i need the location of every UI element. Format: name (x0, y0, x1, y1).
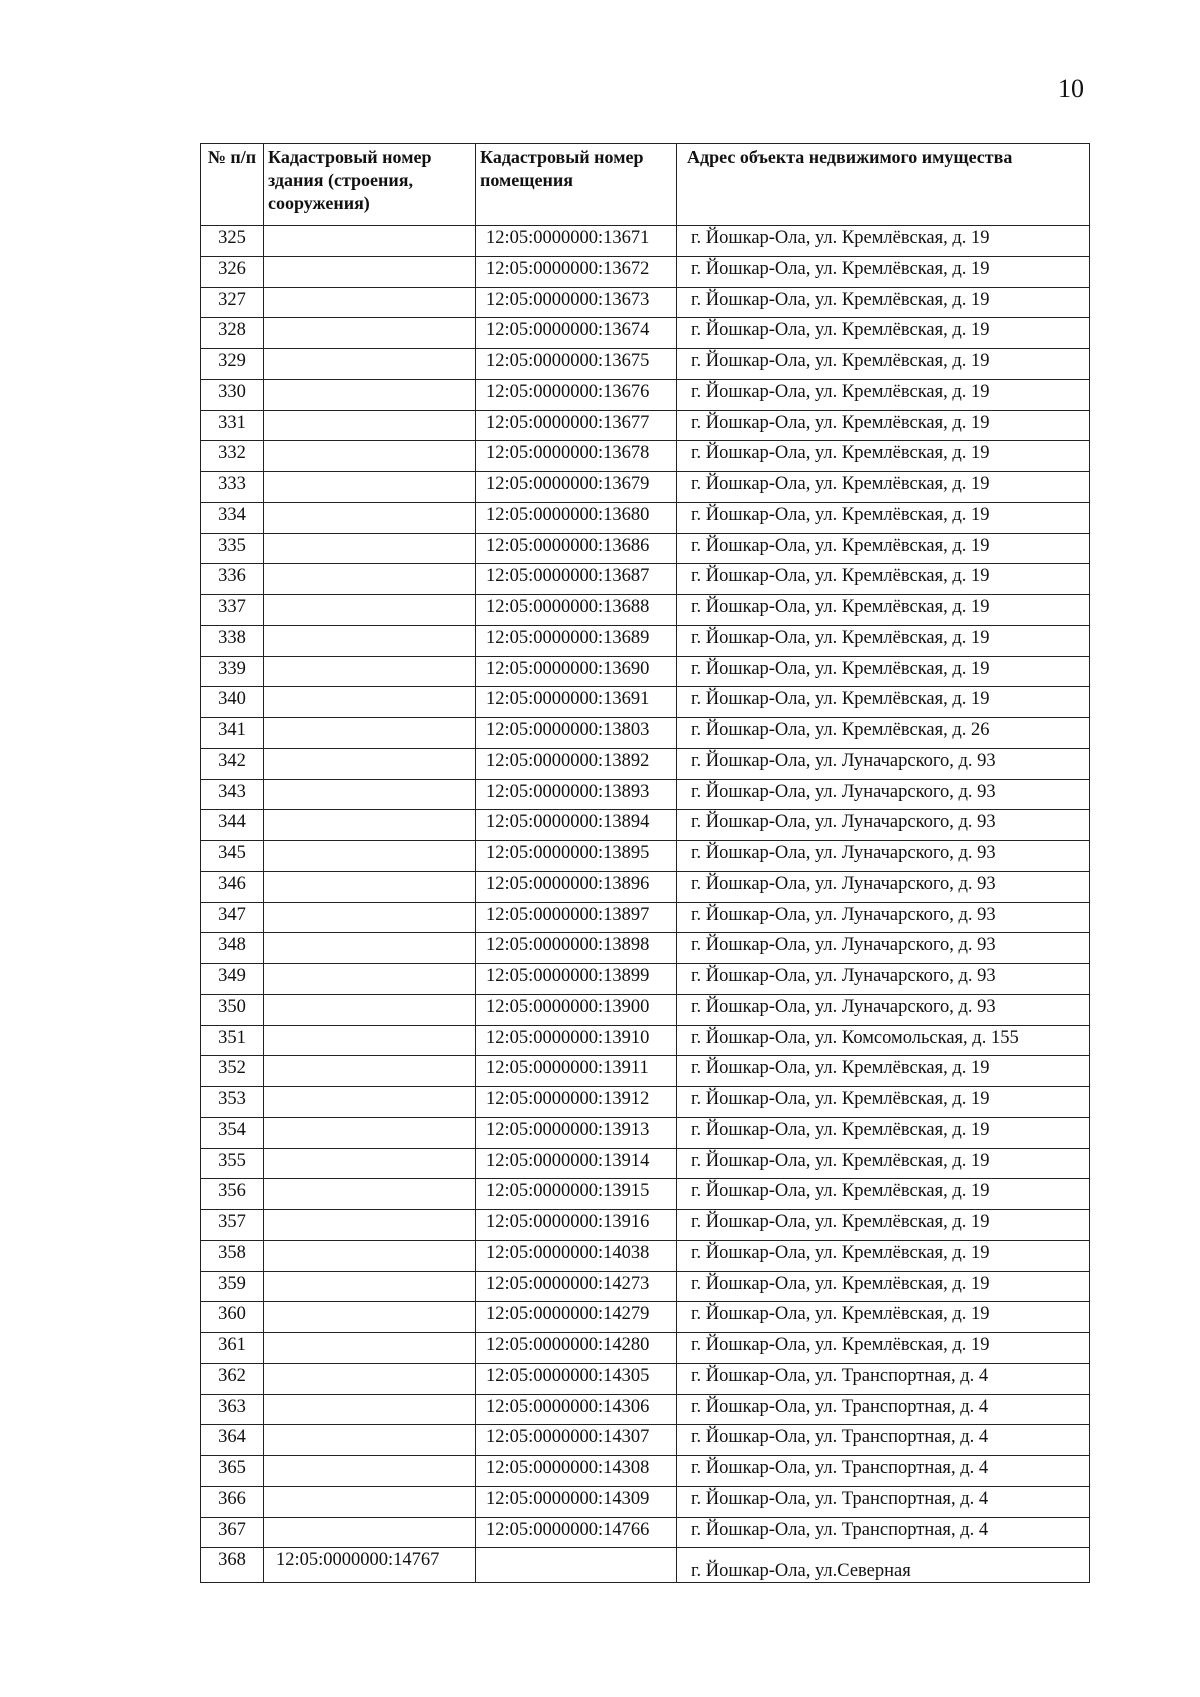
address-cell: г. Йошкар-Ола, ул. Кремлёвская, д. 19 (677, 379, 1090, 410)
room-cadastral-cell: 12:05:0000000:13690 (476, 656, 677, 687)
room-cadastral-cell: 12:05:0000000:13894 (476, 810, 677, 841)
address-cell: г. Йошкар-Ола, ул. Кремлёвская, д. 19 (677, 1302, 1090, 1333)
address-cell: г. Йошкар-Ола, ул. Кремлёвская, д. 19 (677, 687, 1090, 718)
address-cell: г. Йошкар-Ола, ул. Луначарского, д. 93 (677, 810, 1090, 841)
table-row (201, 933, 1090, 964)
address-cell: г. Йошкар-Ола, ул. Кремлёвская, д. 19 (677, 1148, 1090, 1179)
address-cell: г. Йошкар-Ола, ул. Луначарского, д. 93 (677, 779, 1090, 810)
room-cadastral-cell: 12:05:0000000:13803 (476, 718, 677, 749)
table-row (201, 625, 1090, 656)
row-number-cell: 366 (201, 1486, 264, 1517)
building-cadastral-cell (264, 933, 476, 964)
room-cadastral-cell: 12:05:0000000:13914 (476, 1148, 677, 1179)
address-cell: г. Йошкар-Ола, ул. Транспортная, д. 4 (677, 1394, 1090, 1425)
building-cadastral-cell (264, 318, 476, 349)
row-number-cell: 362 (201, 1363, 264, 1394)
table-header-row (201, 144, 1090, 226)
address-cell: г. Йошкар-Ола, ул. Кремлёвская, д. 19 (677, 625, 1090, 656)
table-row (201, 256, 1090, 287)
row-number-cell: 349 (201, 964, 264, 995)
address-cell: г. Йошкар-Ола, ул. Луначарского, д. 93 (677, 994, 1090, 1025)
building-cadastral-cell (264, 810, 476, 841)
row-number-cell: 332 (201, 441, 264, 472)
address-cell: г. Йошкар-Ола, ул. Кремлёвская, д. 19 (677, 595, 1090, 626)
room-cadastral-cell: 12:05:0000000:13671 (476, 226, 677, 257)
table-row (201, 810, 1090, 841)
table-row (201, 1240, 1090, 1271)
row-number-cell: 335 (201, 533, 264, 564)
row-number-cell: 353 (201, 1087, 264, 1118)
room-cadastral-cell: 12:05:0000000:13677 (476, 410, 677, 441)
building-cadastral-cell (264, 564, 476, 595)
room-cadastral-cell: 12:05:0000000:13675 (476, 349, 677, 380)
address-cell: г. Йошкар-Ола, ул. Кремлёвская, д. 19 (677, 564, 1090, 595)
address-cell: г. Йошкар-Ола, ул. Кремлёвская, д. 19 (677, 318, 1090, 349)
room-cadastral-cell: 12:05:0000000:14766 (476, 1517, 677, 1548)
building-cadastral-cell (264, 841, 476, 872)
address-cell: г. Йошкар-Ола, ул. Луначарского, д. 93 (677, 933, 1090, 964)
building-cadastral-cell (264, 1148, 476, 1179)
room-cadastral-cell: 12:05:0000000:13686 (476, 533, 677, 564)
building-cadastral-cell (264, 964, 476, 995)
building-cadastral-cell (264, 1363, 476, 1394)
building-cadastral-cell (264, 1056, 476, 1087)
room-cadastral-cell: 12:05:0000000:13897 (476, 902, 677, 933)
room-cadastral-cell: 12:05:0000000:13910 (476, 1025, 677, 1056)
table-row (201, 502, 1090, 533)
room-cadastral-cell: 12:05:0000000:13916 (476, 1210, 677, 1241)
address-cell: г. Йошкар-Ола, ул. Кремлёвская, д. 26 (677, 718, 1090, 749)
address-cell: г. Йошкар-Ола, ул. Кремлёвская, д. 19 (677, 1117, 1090, 1148)
row-number-cell: 367 (201, 1517, 264, 1548)
building-cadastral-cell (264, 595, 476, 626)
room-cadastral-cell: 12:05:0000000:14309 (476, 1486, 677, 1517)
table-row (201, 349, 1090, 380)
address-cell: г. Йошкар-Ола, ул. Кремлёвская, д. 19 (677, 256, 1090, 287)
address-cell: г. Йошкар-Ола, ул. Кремлёвская, д. 19 (677, 502, 1090, 533)
building-cadastral-cell (264, 656, 476, 687)
address-cell: г. Йошкар-Ола, ул. Кремлёвская, д. 19 (677, 1179, 1090, 1210)
room-cadastral-cell: 12:05:0000000:14280 (476, 1333, 677, 1364)
table-row (201, 748, 1090, 779)
row-number-cell: 334 (201, 502, 264, 533)
building-cadastral-cell (264, 871, 476, 902)
room-cadastral-cell: 12:05:0000000:13912 (476, 1087, 677, 1118)
table-row (201, 533, 1090, 564)
table-row (201, 379, 1090, 410)
row-number-cell: 340 (201, 687, 264, 718)
table-row (201, 1148, 1090, 1179)
room-cadastral-cell: 12:05:0000000:13893 (476, 779, 677, 810)
address-cell: г. Йошкар-Ола, ул. Кремлёвская, д. 19 (677, 349, 1090, 380)
table-row (201, 1363, 1090, 1394)
building-cadastral-cell (264, 1486, 476, 1517)
row-number-cell: 361 (201, 1333, 264, 1364)
building-cadastral-cell (264, 502, 476, 533)
building-cadastral-cell: 12:05:0000000:14767 (264, 1548, 476, 1583)
table-row (201, 1117, 1090, 1148)
row-number-cell: 330 (201, 379, 264, 410)
building-cadastral-cell (264, 1333, 476, 1364)
room-cadastral-cell: 12:05:0000000:13674 (476, 318, 677, 349)
row-number-cell: 357 (201, 1210, 264, 1241)
row-number-cell: 333 (201, 472, 264, 503)
row-number-cell: 328 (201, 318, 264, 349)
building-cadastral-cell (264, 1394, 476, 1425)
room-cadastral-cell (476, 1548, 677, 1583)
table-row (201, 410, 1090, 441)
table-row (201, 1025, 1090, 1056)
room-cadastral-cell: 12:05:0000000:13672 (476, 256, 677, 287)
row-number-cell: 338 (201, 625, 264, 656)
address-cell: г. Йошкар-Ола, ул. Кремлёвская, д. 19 (677, 1271, 1090, 1302)
row-number-cell: 337 (201, 595, 264, 626)
table-row (201, 841, 1090, 872)
address-cell: г. Йошкар-Ола, ул. Транспортная, д. 4 (677, 1363, 1090, 1394)
table-row (201, 718, 1090, 749)
table-row (201, 1302, 1090, 1333)
address-cell: г. Йошкар-Ола, ул. Луначарского, д. 93 (677, 871, 1090, 902)
row-number-cell: 358 (201, 1240, 264, 1271)
room-cadastral-cell: 12:05:0000000:13689 (476, 625, 677, 656)
address-cell: г. Йошкар-Ола, ул. Транспортная, д. 4 (677, 1486, 1090, 1517)
room-cadastral-cell: 12:05:0000000:13678 (476, 441, 677, 472)
room-cadastral-cell: 12:05:0000000:13673 (476, 287, 677, 318)
row-number-cell: 348 (201, 933, 264, 964)
table-row (201, 1179, 1090, 1210)
building-cadastral-cell (264, 226, 476, 257)
room-cadastral-cell: 12:05:0000000:13676 (476, 379, 677, 410)
building-cadastral-cell (264, 902, 476, 933)
address-cell: г. Йошкар-Ола, ул. Кремлёвская, д. 19 (677, 287, 1090, 318)
table-row (201, 1333, 1090, 1364)
building-cadastral-cell (264, 779, 476, 810)
header-room-cadastral-number: Кадастровый номер помещения (476, 144, 677, 226)
room-cadastral-cell: 12:05:0000000:14305 (476, 1363, 677, 1394)
address-cell: г. Йошкар-Ола, ул. Транспортная, д. 4 (677, 1456, 1090, 1487)
building-cadastral-cell (264, 349, 476, 380)
row-number-cell: 343 (201, 779, 264, 810)
room-cadastral-cell: 12:05:0000000:13898 (476, 933, 677, 964)
row-number-cell: 347 (201, 902, 264, 933)
building-cadastral-cell (264, 287, 476, 318)
building-cadastral-cell (264, 625, 476, 656)
address-cell: г. Йошкар-Ола, ул. Луначарского, д. 93 (677, 964, 1090, 995)
row-number-cell: 329 (201, 349, 264, 380)
room-cadastral-cell: 12:05:0000000:14307 (476, 1425, 677, 1456)
row-number-cell: 356 (201, 1179, 264, 1210)
row-number-cell: 344 (201, 810, 264, 841)
address-cell: г. Йошкар-Ола, ул. Кремлёвская, д. 19 (677, 1210, 1090, 1241)
room-cadastral-cell: 12:05:0000000:14308 (476, 1456, 677, 1487)
building-cadastral-cell (264, 1240, 476, 1271)
room-cadastral-cell: 12:05:0000000:14279 (476, 1302, 677, 1333)
row-number-cell: 351 (201, 1025, 264, 1056)
row-number-cell: 331 (201, 410, 264, 441)
table-body (201, 226, 1090, 1583)
address-cell: г. Йошкар-Ола, ул. Кремлёвская, д. 19 (677, 441, 1090, 472)
room-cadastral-cell: 12:05:0000000:13892 (476, 748, 677, 779)
table-row (201, 1271, 1090, 1302)
building-cadastral-cell (264, 1210, 476, 1241)
table-row (201, 902, 1090, 933)
row-number-cell: 354 (201, 1117, 264, 1148)
table-row (201, 779, 1090, 810)
table-row (201, 1056, 1090, 1087)
table-row (201, 1456, 1090, 1487)
address-cell: г. Йошкар-Ола, ул. Кремлёвская, д. 19 (677, 410, 1090, 441)
row-number-cell: 341 (201, 718, 264, 749)
row-number-cell: 345 (201, 841, 264, 872)
building-cadastral-cell (264, 1517, 476, 1548)
building-cadastral-cell (264, 748, 476, 779)
header-address: Адрес объекта недвижимого имущества (677, 144, 1090, 226)
room-cadastral-cell: 12:05:0000000:13679 (476, 472, 677, 503)
room-cadastral-cell: 12:05:0000000:13915 (476, 1179, 677, 1210)
building-cadastral-cell (264, 1179, 476, 1210)
page-number: 10 (1058, 74, 1084, 103)
address-cell: г. Йошкар-Ола, ул. Луначарского, д. 93 (677, 902, 1090, 933)
row-number-cell: 342 (201, 748, 264, 779)
table-row (201, 1486, 1090, 1517)
address-cell: г. Йошкар-Ола, ул. Транспортная, д. 4 (677, 1517, 1090, 1548)
room-cadastral-cell: 12:05:0000000:13896 (476, 871, 677, 902)
room-cadastral-cell: 12:05:0000000:14306 (476, 1394, 677, 1425)
row-number-cell: 352 (201, 1056, 264, 1087)
table-row (201, 964, 1090, 995)
address-cell: г. Йошкар-Ола, ул. Кремлёвская, д. 19 (677, 226, 1090, 257)
building-cadastral-cell (264, 1456, 476, 1487)
room-cadastral-cell: 12:05:0000000:13691 (476, 687, 677, 718)
table-row (201, 1425, 1090, 1456)
row-number-cell: 336 (201, 564, 264, 595)
building-cadastral-cell (264, 718, 476, 749)
row-number-cell: 339 (201, 656, 264, 687)
room-cadastral-cell: 12:05:0000000:14273 (476, 1271, 677, 1302)
address-cell: г. Йошкар-Ола, ул. Комсомольская, д. 155 (677, 1025, 1090, 1056)
building-cadastral-cell (264, 1302, 476, 1333)
table-row (201, 226, 1090, 257)
room-cadastral-cell: 12:05:0000000:13913 (476, 1117, 677, 1148)
building-cadastral-cell (264, 1425, 476, 1456)
row-number-cell: 350 (201, 994, 264, 1025)
header-building-cadastral-number: Кадастровый номер здания (строения, сооружения) (264, 144, 476, 226)
table-row (201, 994, 1090, 1025)
building-cadastral-cell (264, 256, 476, 287)
address-cell: г. Йошкар-Ола, ул. Кремлёвская, д. 19 (677, 1240, 1090, 1271)
address-cell: г. Йошкар-Ола, ул. Кремлёвская, д. 19 (677, 533, 1090, 564)
room-cadastral-cell: 12:05:0000000:13680 (476, 502, 677, 533)
table-row (201, 318, 1090, 349)
table-row (201, 687, 1090, 718)
room-cadastral-cell: 12:05:0000000:13687 (476, 564, 677, 595)
row-number-cell: 365 (201, 1456, 264, 1487)
property-registry-table (200, 143, 1090, 1583)
address-cell: г. Йошкар-Ола, ул. Транспортная, д. 4 (677, 1425, 1090, 1456)
building-cadastral-cell (264, 1025, 476, 1056)
building-cadastral-cell (264, 379, 476, 410)
room-cadastral-cell: 12:05:0000000:13899 (476, 964, 677, 995)
building-cadastral-cell (264, 410, 476, 441)
table-row (201, 1548, 1090, 1583)
row-number-cell: 346 (201, 871, 264, 902)
building-cadastral-cell (264, 1117, 476, 1148)
table-row (201, 564, 1090, 595)
address-cell: г. Йошкар-Ола, ул. Кремлёвская, д. 19 (677, 656, 1090, 687)
room-cadastral-cell: 12:05:0000000:13688 (476, 595, 677, 626)
building-cadastral-cell (264, 1271, 476, 1302)
row-number-cell: 325 (201, 226, 264, 257)
row-number-cell: 368 (201, 1548, 264, 1583)
address-cell: г. Йошкар-Ола, ул. Кремлёвская, д. 19 (677, 472, 1090, 503)
building-cadastral-cell (264, 533, 476, 564)
building-cadastral-cell (264, 687, 476, 718)
room-cadastral-cell: 12:05:0000000:14038 (476, 1240, 677, 1271)
table-row (201, 656, 1090, 687)
building-cadastral-cell (264, 1087, 476, 1118)
table-row (201, 1517, 1090, 1548)
room-cadastral-cell: 12:05:0000000:13911 (476, 1056, 677, 1087)
building-cadastral-cell (264, 994, 476, 1025)
table-row (201, 1394, 1090, 1425)
table-row (201, 287, 1090, 318)
address-cell: г. Йошкар-Ола, ул. Кремлёвская, д. 19 (677, 1333, 1090, 1364)
address-cell: г. Йошкар-Ола, ул.Северная (677, 1548, 1090, 1583)
row-number-cell: 360 (201, 1302, 264, 1333)
row-number-cell: 359 (201, 1271, 264, 1302)
table-row (201, 871, 1090, 902)
room-cadastral-cell: 12:05:0000000:13895 (476, 841, 677, 872)
table-row (201, 441, 1090, 472)
table-row (201, 1087, 1090, 1118)
address-cell: г. Йошкар-Ола, ул. Луначарского, д. 93 (677, 748, 1090, 779)
address-cell: г. Йошкар-Ола, ул. Кремлёвская, д. 19 (677, 1056, 1090, 1087)
table-row (201, 595, 1090, 626)
row-number-cell: 326 (201, 256, 264, 287)
address-cell: г. Йошкар-Ола, ул. Луначарского, д. 93 (677, 841, 1090, 872)
table-row (201, 472, 1090, 503)
building-cadastral-cell (264, 472, 476, 503)
header-row-number: № п/п (201, 144, 264, 226)
row-number-cell: 364 (201, 1425, 264, 1456)
row-number-cell: 327 (201, 287, 264, 318)
room-cadastral-cell: 12:05:0000000:13900 (476, 994, 677, 1025)
row-number-cell: 355 (201, 1148, 264, 1179)
building-cadastral-cell (264, 441, 476, 472)
table-row (201, 1210, 1090, 1241)
address-cell: г. Йошкар-Ола, ул. Кремлёвская, д. 19 (677, 1087, 1090, 1118)
row-number-cell: 363 (201, 1394, 264, 1425)
